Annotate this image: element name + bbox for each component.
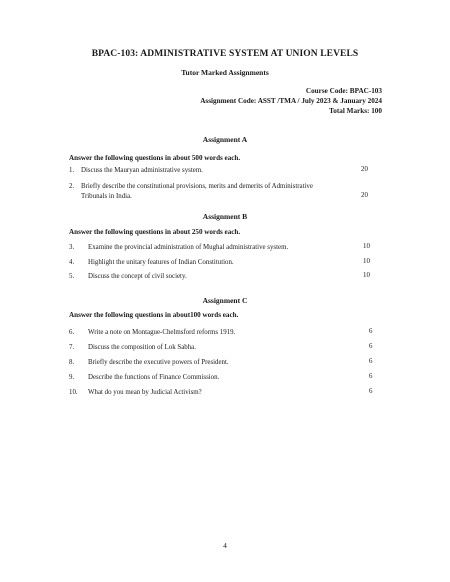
question-1	[69, 166, 379, 176]
question-text: Briefly describe the constitutional provisions, merits and demerits of Administrative Tribunals in India.	[81, 183, 313, 200]
question-text: Discuss the Mauryan administrative system.	[81, 167, 203, 174]
section-a-instruction: Answer the following questions in about 500 words each.	[69, 154, 241, 162]
question-text: Describe the functions of Finance Commission.	[88, 374, 220, 381]
question-text: Discuss the composition of Lok Sabha.	[88, 344, 196, 351]
question-5-marks: 10	[363, 272, 370, 279]
question-4	[69, 258, 379, 268]
question-number: 9.	[69, 374, 75, 381]
question-8	[69, 358, 379, 368]
question-text: Write a note on Montague-Chelmsford reforms 1919.	[88, 329, 236, 336]
page-number: 4	[223, 541, 227, 550]
question-9-marks: 6	[369, 373, 373, 380]
question-9	[69, 373, 379, 383]
section-a-heading: Assignment A	[202, 135, 248, 144]
question-text: Discuss the concept of civil society.	[88, 273, 187, 280]
question-7	[69, 343, 379, 353]
question-number: 3.	[69, 244, 75, 251]
question-6	[69, 328, 379, 338]
question-text: Highlight the unitary features of Indian Constitution.	[88, 259, 234, 266]
question-number: 4.	[69, 259, 75, 266]
question-5	[69, 272, 379, 282]
question-number: 8.	[69, 359, 75, 366]
question-number: 5.	[69, 273, 75, 280]
question-8-marks: 6	[369, 358, 373, 365]
question-6-marks: 6	[369, 328, 373, 335]
question-7-marks: 6	[369, 343, 373, 350]
question-10-marks: 6	[369, 388, 373, 395]
question-10	[69, 388, 379, 398]
question-number: 6.	[69, 329, 75, 336]
section-c-heading: Assignment C	[202, 296, 248, 305]
course-code: Course Code: BPAC-103	[305, 87, 382, 95]
question-number: 1.	[69, 167, 75, 174]
section-b-heading: Assignment B	[202, 212, 248, 221]
question-text: What do you mean by Judicial Activism?	[88, 389, 202, 396]
question-number: 10.	[69, 389, 78, 396]
question-number: 7.	[69, 344, 75, 351]
question-text: Briefly describe the executive powers of President.	[88, 359, 229, 366]
question-2	[69, 182, 339, 202]
question-4-marks: 10	[363, 258, 370, 265]
question-3-marks: 10	[363, 243, 370, 250]
question-2-marks: 20	[361, 192, 368, 199]
question-1-marks: 20	[361, 166, 368, 173]
section-c-instruction: Answer the following questions in about100 words each.	[69, 311, 239, 319]
question-number: 2.	[69, 183, 75, 190]
section-b-instruction: Answer the following questions in about 250 words each.	[69, 228, 241, 236]
document-subtitle: Tutor Marked Assignments	[181, 68, 269, 77]
document-title: BPAC-103: ADMINISTRATIVE SYSTEM AT UNION LEVELS	[91, 49, 359, 59]
total-marks: Total Marks: 100	[329, 107, 382, 115]
question-text: Examine the provincial administration of Mughal administrative system.	[88, 244, 289, 251]
assignment-code: Assignment Code: ASST /TMA / July 2023 & January 2024	[200, 97, 382, 105]
question-3	[69, 243, 379, 253]
